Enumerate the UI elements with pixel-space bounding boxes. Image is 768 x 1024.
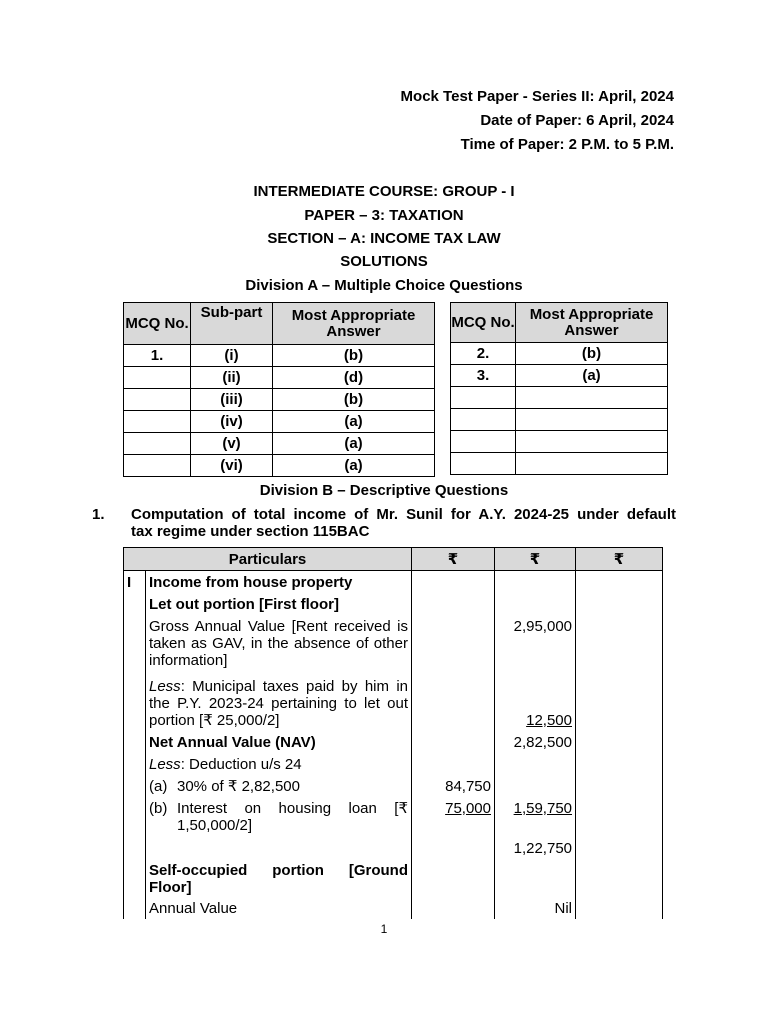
- answer-cell: (b): [273, 389, 435, 411]
- particulars-header: Particulars: [124, 548, 412, 571]
- solutions-title: SOLUTIONS: [340, 253, 428, 270]
- table-row: [451, 387, 668, 409]
- gav-text: Gross Annual Value [Rent received is taken as GAV, in the absence of other information]: [146, 613, 412, 669]
- paper-series: Mock Test Paper - Series II: April, 2024: [400, 88, 674, 105]
- division-b-title: Division B – Descriptive Questions: [259, 482, 509, 499]
- question-line-1: Computation of total income of Mr. Sunil for A.Y. 2024-25 under default: [131, 506, 676, 523]
- table-row: [124, 751, 663, 773]
- question-number: 1.: [92, 506, 105, 523]
- mcq-no-cell: 3.: [451, 365, 516, 387]
- answer-cell: (a): [516, 365, 668, 387]
- self-occupied-heading: Self-occupied portion [Ground Floor]: [146, 858, 412, 896]
- question-text: [131, 506, 676, 540]
- deduction-b: (b) Interest on housing loan [₹ 1,50,000/2]: [146, 795, 412, 834]
- mcq-no-cell: [124, 433, 191, 455]
- table-row: [124, 367, 435, 389]
- subtotal-value: 1,22,750: [495, 834, 576, 858]
- paper-title: PAPER – 3: TAXATION: [304, 207, 464, 224]
- answer-cell: (b): [273, 345, 435, 367]
- table-row: [124, 433, 435, 455]
- deduction-text: Less: Deduction u/s 24: [146, 751, 412, 773]
- table-row: [124, 613, 663, 669]
- tax-computation-table: [123, 547, 663, 919]
- table-row: [124, 455, 435, 477]
- rupee-header-3: ₹: [576, 548, 663, 571]
- answer-cell: (a): [273, 455, 435, 477]
- division-a-title: Division A – Multiple Choice Questions: [245, 277, 523, 294]
- table-row: [124, 795, 663, 834]
- subpart-cell: (ii): [191, 367, 273, 389]
- section-title: SECTION – A: INCOME TAX LAW: [267, 230, 501, 247]
- table-row: [124, 389, 435, 411]
- table-row: [124, 773, 663, 795]
- answer-header: Most Appropriate Answer: [516, 303, 668, 343]
- table-row: [124, 345, 435, 367]
- deduction-b-value-2: 1,59,750: [495, 795, 576, 834]
- mcq-table-left: [123, 302, 435, 477]
- annual-value: Nil: [495, 896, 576, 919]
- table-row: [451, 453, 668, 475]
- nav-value: 2,82,500: [495, 729, 576, 751]
- answer-cell: (a): [273, 433, 435, 455]
- table-row: [451, 365, 668, 387]
- mcq-no-cell: 2.: [451, 343, 516, 365]
- subpart-cell: (iv): [191, 411, 273, 433]
- mcq-no-header: MCQ No.: [451, 303, 516, 343]
- gav-value: 2,95,000: [495, 613, 576, 669]
- mcq-no-cell: [124, 367, 191, 389]
- municipal-value: 12,500: [495, 669, 576, 729]
- subpart-cell: (v): [191, 433, 273, 455]
- course-title: INTERMEDIATE COURSE: GROUP - I: [253, 183, 515, 200]
- subpart-cell: (iii): [191, 389, 273, 411]
- table-row: [124, 411, 435, 433]
- annual-value-label: Annual Value: [146, 896, 412, 919]
- table-row: [124, 896, 663, 919]
- answer-cell: (d): [273, 367, 435, 389]
- table-row: [124, 834, 663, 858]
- table-row: [124, 669, 663, 729]
- subpart-header: Sub-part: [191, 303, 273, 345]
- mcq-no-cell: [124, 389, 191, 411]
- table-row: [451, 409, 668, 431]
- answer-cell: (b): [516, 343, 668, 365]
- mcq-no-header: MCQ No.: [124, 303, 191, 345]
- income-heading: Income from house property: [146, 571, 412, 592]
- rupee-header-2: ₹: [495, 548, 576, 571]
- let-out-heading: Let out portion [First floor]: [146, 591, 412, 613]
- deduction-a-value: 84,750: [412, 773, 495, 795]
- paper-date: Date of Paper: 6 April, 2024: [480, 112, 674, 129]
- table-row: [124, 858, 663, 896]
- table-row: [124, 591, 663, 613]
- mcq-table-right: [450, 302, 668, 475]
- mcq-no-cell: [124, 411, 191, 433]
- answer-cell: (a): [273, 411, 435, 433]
- table-row: [124, 571, 663, 592]
- municipal-text: Less: Municipal taxes paid by him in the P.Y. 2023-24 pertaining to let out portion [₹ 25,000/2]: [146, 669, 412, 729]
- table-row: [451, 343, 668, 365]
- question-line-2: tax regime under section 115BAC: [131, 523, 370, 540]
- deduction-b-value-1: 75,000: [412, 795, 495, 834]
- mcq-no-cell: 1.: [124, 345, 191, 367]
- deduction-a: (a) 30% of ₹ 2,82,500: [146, 773, 412, 795]
- mcq-no-cell: [124, 455, 191, 477]
- table-row: [451, 431, 668, 453]
- table-row: [124, 729, 663, 751]
- roman-numeral: I: [124, 571, 146, 592]
- rupee-header-1: ₹: [412, 548, 495, 571]
- answer-header: Most Appropriate Answer: [273, 303, 435, 345]
- nav-label: Net Annual Value (NAV): [146, 729, 412, 751]
- subpart-cell: (i): [191, 345, 273, 367]
- page-number: 1: [380, 922, 388, 936]
- paper-time: Time of Paper: 2 P.M. to 5 P.M.: [460, 136, 674, 153]
- subpart-cell: (vi): [191, 455, 273, 477]
